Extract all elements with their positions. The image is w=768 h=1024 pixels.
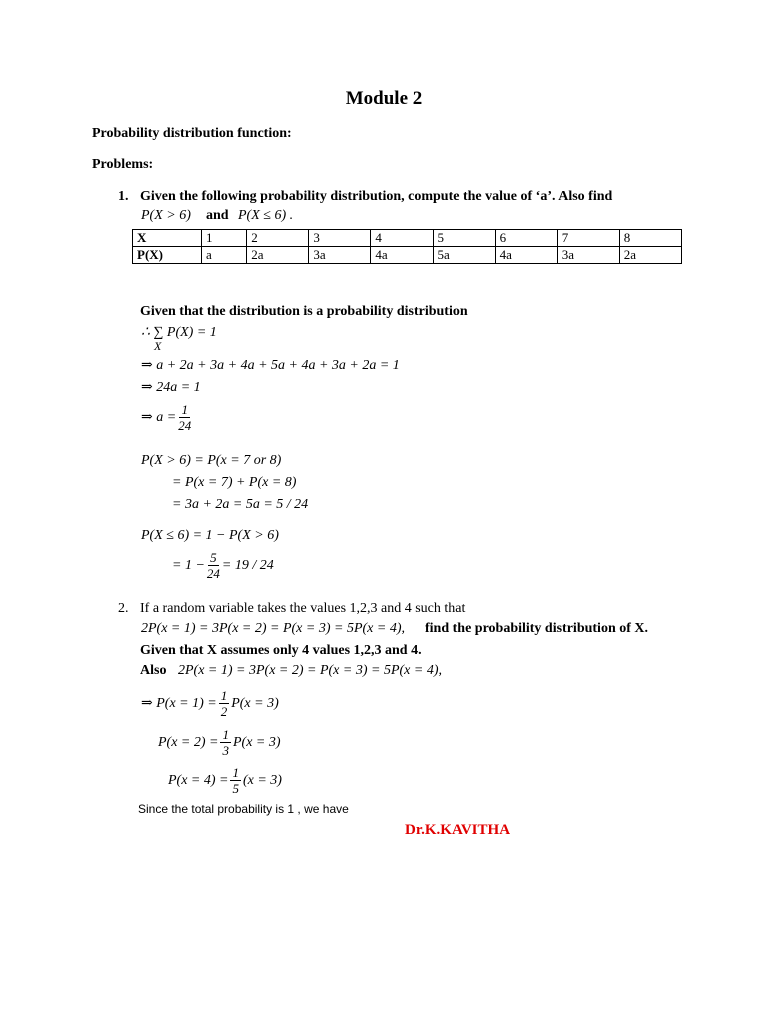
problem-1-text: Given the following probability distribution, compute the value of ‘a’. Also find [140,189,613,204]
table-cell: 3 [309,230,371,247]
table-cell: 5 [433,230,495,247]
fraction-numerator: 1 [222,727,229,742]
ratio-lhs: ⇒ P(x = 1) = [141,696,217,711]
table-cell: 7 [557,230,619,247]
fraction [220,727,231,758]
table-cell: 8 [619,230,681,247]
le-line-2 [172,550,274,581]
step-24a: ⇒ 24a = 1 [141,380,201,395]
fraction-denominator: 3 [222,743,229,758]
table-cell: 2a [247,247,309,264]
step-sum: ∴ ∑ P(X) = 1 [141,325,217,340]
ratio-lhs: P(x = 4) = [168,772,229,788]
fraction-numerator: 1 [232,765,239,780]
ratio-rhs: P(x = 3) [231,695,279,711]
table-cell: 4a [495,247,557,264]
problem-1-find-a: P(X > 6) [141,208,191,223]
le-rhs: = 19 / 24 [221,557,274,573]
fraction [230,765,241,796]
ratio-lhs: P(x = 2) = [158,734,219,750]
problem-2-also-label: Also [140,663,167,678]
problem-1-find-b: P(X ≤ 6) . [238,208,294,223]
gt-line-2: = P(x = 7) + P(x = 8) [172,475,297,490]
table-cell: 5a [433,247,495,264]
problem-2-also-equation: 2P(x = 1) = 3P(x = 2) = P(x = 3) = 5P(x = 4), [178,663,442,678]
ratio-rhs: P(x = 3) [232,734,281,750]
table-cell: 2a [619,247,681,264]
page-title: Module 2 [345,88,423,109]
fraction-numerator: 5 [210,550,217,565]
le-lhs: = 1 − [172,557,205,573]
table-cell: 6 [495,230,557,247]
fraction-numerator: 1 [220,688,228,703]
fraction-denominator: 5 [232,781,239,796]
fraction [219,688,230,719]
fraction-denominator: 24 [206,566,220,581]
fraction [207,550,220,581]
table-cell: 4 [371,230,433,247]
step-a-equation [141,402,193,433]
fraction-numerator: 1 [181,402,188,417]
problem-1-given: Given that the distribution is a probability distribution [140,304,468,319]
table-cell: 2 [247,230,309,247]
since-total-probability: Since the total probability is 1 , we have [138,802,349,816]
gt-line-3: = 3a + 2a = 5a = 5 / 24 [172,497,309,512]
table-cell: P(X) [133,247,202,264]
problems-label: Problems: [92,157,154,172]
problem-2-given: Given that X assumes only 4 values 1,2,3 and 4. [140,643,422,658]
problem-1-find-and: and [206,208,229,223]
table-cell: 4a [371,247,433,264]
ratio-line-2 [158,727,281,758]
step-sum-subscript: X [154,339,162,353]
ratio-line-1 [141,688,279,719]
section-title: Probability distribution function: [92,126,292,141]
le-line-1: P(X ≤ 6) = 1 − P(X > 6) [141,528,279,543]
table-cell: 3a [309,247,371,264]
author-name: Dr.K.KAVITHA [405,822,511,838]
table-cell: X [133,230,202,247]
step-a-lhs: ⇒ a = [141,410,177,425]
table-cell: 1 [202,230,247,247]
ratio-rhs: (x = 3) [242,772,282,788]
fraction [178,402,191,433]
table-row [133,230,682,247]
distribution-table [132,229,682,264]
problem-2-equation: 2P(x = 1) = 3P(x = 2) = P(x = 3) = 5P(x = 4), [141,621,405,636]
step-expand: ⇒ a + 2a + 3a + 4a + 5a + 4a + 3a + 2a = 1 [141,358,400,373]
gt-line-1: P(X > 6) = P(x = 7 or 8) [141,453,282,468]
problem-2-task: find the probability distribution of X. [425,621,649,636]
problem-1-number: 1. [118,189,129,204]
fraction-denominator: 2 [220,704,228,719]
fraction-denominator: 24 [178,418,192,433]
table-row [133,247,682,264]
problem-2-text: If a random variable takes the values 1,2,3 and 4 such that [140,601,466,616]
problem-2-number: 2. [118,601,129,616]
table-cell: 3a [557,247,619,264]
table-cell: a [202,247,247,264]
ratio-line-3 [168,765,282,796]
